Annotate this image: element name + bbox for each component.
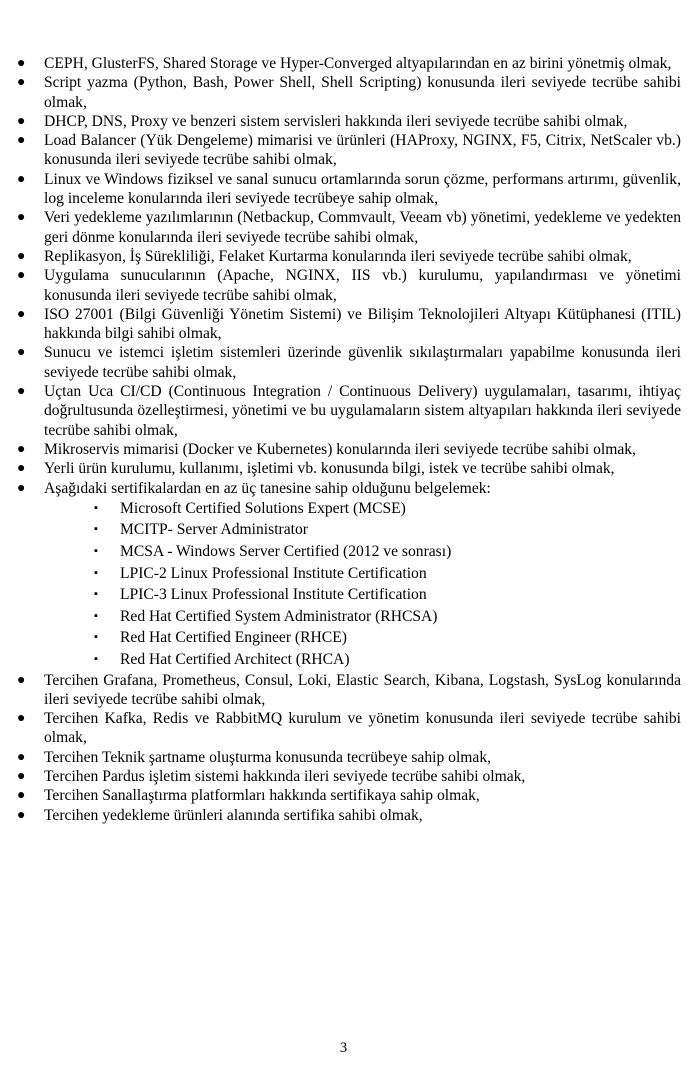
- list-item: [0, 112, 687, 131]
- bullet-icon: ●: [17, 210, 26, 226]
- list-item: [0, 767, 687, 786]
- list-item: [0, 671, 687, 710]
- list-item-text: Tercihen Teknik şartname oluşturma konusunda tecrübeye sahip olmak,: [44, 748, 492, 766]
- list-item-text: CEPH, GlusterFS, Shared Storage ve Hyper-Converged altyapılarından en az birini yönetmiş olmak,: [44, 55, 672, 72]
- requirements-list: [0, 54, 687, 825]
- list-item-text: Tercihen Kafka, Redis ve RabbitMQ kurulum ve yönetim konusunda ileri seviyede tecrübe sahibi olmak,: [44, 710, 681, 747]
- bullet-icon: ●: [17, 345, 26, 361]
- bullet-icon: ●: [17, 56, 26, 71]
- sub-bullet-icon: ▪: [94, 566, 98, 579]
- list-item-text: Replikasyon, İş Sürekliliği, Felaket Kurtarma konularında ileri seviyede tecrübe sahibi olmak,: [44, 247, 632, 265]
- certification-text: MCSA - Windows Server Certified (2012 ve sonrası): [120, 543, 452, 561]
- list-item: [0, 806, 687, 825]
- list-item: [0, 440, 687, 459]
- list-item-text: Yerli ürün kurulumu, kullanımı, işletimi vb. konusunda bilgi, istek ve tecrübe sahibi olmak,: [44, 460, 615, 478]
- list-item: [0, 208, 687, 247]
- bullet-icon: ●: [17, 75, 26, 91]
- bullet-icon: ●: [17, 711, 26, 727]
- list-item: [0, 748, 687, 767]
- list-item-text: Veri yedekleme yazılımlarının (Netbackup, Commvault, Veeam vb) yönetimi, yedekleme ve yedekten geri dönme konularında ileri seviyede tecrübe sahibi olmak,: [44, 209, 681, 246]
- certification-text: Microsoft Certified Solutions Expert (MCSE): [120, 499, 406, 517]
- bullet-icon: ●: [17, 248, 26, 264]
- list-item-text: Load Balancer (Yük Dengeleme) mimarisi ve ürünleri (HAProxy, NGINX, F5, Citrix, NetScaler vb.) konusunda ileri seviyede tecrübe sahibi olmak,: [44, 132, 681, 169]
- list-item: [0, 247, 687, 266]
- page-number: 3: [339, 1040, 348, 1056]
- list-item-text: DHCP, DNS, Proxy ve benzeri sistem servisleri hakkında ileri seviyede tecrübe sahibi olmak,: [44, 112, 628, 130]
- list-item: [0, 73, 687, 112]
- list-item-text: Aşağıdaki sertifikalardan en az üç tanesine sahip olduğunu belgelemek:: [44, 479, 491, 497]
- bullet-icon: ●: [17, 788, 26, 804]
- bullet-icon: ●: [17, 749, 26, 765]
- bullet-icon: ●: [17, 672, 26, 688]
- list-item: [0, 54, 687, 73]
- list-item: [0, 305, 687, 344]
- bullet-icon: ●: [17, 441, 26, 457]
- list-item-text: Sunucu ve istemci işletim sistemleri üzerinde güvenlik sıkılaştırmaları yapabilme konusunda ileri seviyede tecrübe sahibi olmak,: [44, 344, 681, 381]
- certification-text: MCITP- Server Administrator: [120, 521, 308, 539]
- bullet-icon: ●: [17, 384, 26, 400]
- certification-text: LPIC-3 Linux Professional Institute Certification: [120, 586, 427, 604]
- certification-item: [44, 649, 681, 671]
- list-item-text: Linux ve Windows fiziksel ve sanal sunucu ortamlarında sorun çözme, performans artırımı, güvenlik, log inceleme konularında ileri seviyede tecrübeye sahip olmak,: [44, 170, 681, 208]
- list-item-text: Script yazma (Python, Bash, Power Shell, Shell Scripting) konusunda ileri seviyede tecrübe sahibi olmak,: [44, 74, 681, 111]
- bullet-icon: ●: [17, 113, 26, 129]
- sub-bullet-icon: ▪: [94, 545, 98, 558]
- sub-bullet-icon: ▪: [94, 609, 98, 622]
- certification-item: [44, 563, 681, 585]
- sub-bullet-icon: ▪: [94, 588, 98, 601]
- certification-item: [44, 519, 681, 541]
- list-item-text: Tercihen yedekleme ürünleri alanında sertifika sahibi olmak,: [44, 806, 423, 824]
- sub-bullet-icon: ▪: [94, 631, 98, 644]
- list-item-text: Tercihen Sanallaştırma platformları hakkında sertifikaya sahip olmak,: [44, 787, 480, 805]
- certification-text: Red Hat Certified Engineer (RHCE): [120, 629, 347, 647]
- certifications-list: [44, 498, 681, 671]
- certification-item: [44, 584, 681, 606]
- bullet-icon: ●: [17, 769, 26, 785]
- list-item: [0, 343, 687, 382]
- certification-text: Red Hat Certified System Administrator (RHCSA): [120, 607, 438, 625]
- list-item: [0, 382, 687, 440]
- list-item-text: Mikroservis mimarisi (Docker ve Kubernetes) konularında ileri seviyede tecrübe sahibi olmak,: [44, 440, 636, 458]
- bullet-icon: ●: [17, 133, 26, 149]
- list-item-text: ISO 27001 (Bilgi Güvenliği Yönetim Sistemi) ve Bilişim Teknolojileri Altyapı Kütüphanesi (ITIL) hakkında bilgi sahibi olmak,: [44, 305, 681, 343]
- certification-item: [44, 498, 681, 520]
- bullet-icon: ●: [17, 306, 26, 322]
- list-item: [0, 459, 687, 478]
- sub-bullet-icon: ▪: [94, 501, 98, 514]
- certification-item: [44, 606, 681, 628]
- list-item: [0, 170, 687, 209]
- certification-text: LPIC-2 Linux Professional Institute Certification: [120, 564, 427, 582]
- list-item-text: Uçtan Uca CI/CD (Continuous Integration / Continuous Delivery) uygulamaları, tasarımı, ihtiyaç doğrultusunda özelleştirmesi, yönetimi ve bu uygulamaların sistem altyapıları hakkında ileri seviyede tecrübe sahibi olmak,: [44, 383, 681, 439]
- list-item: [0, 786, 687, 805]
- list-item: [0, 266, 687, 305]
- certification-text: Red Hat Certified Architect (RHCA): [120, 650, 350, 668]
- list-item-text: Tercihen Pardus işletim sistemi hakkında ileri seviyede tecrübe sahibi olmak,: [44, 768, 526, 786]
- bullet-icon: ●: [17, 807, 26, 823]
- certification-item: [44, 541, 681, 563]
- sub-bullet-icon: ▪: [94, 523, 98, 536]
- list-item-text: Uygulama sunucularının (Apache, NGINX, IIS vb.) kurulumu, yapılandırması ve yönetimi konusunda ileri seviyede tecrübe sahibi olmak,: [44, 267, 681, 304]
- list-item: [0, 479, 687, 671]
- bullet-icon: ●: [17, 171, 26, 187]
- list-item-text: Tercihen Grafana, Prometheus, Consul, Loki, Elastic Search, Kibana, Logstash, SysLog konularında ileri seviyede tecrübe sahibi olmak,: [44, 671, 681, 708]
- certification-item: [44, 627, 681, 649]
- list-item: [0, 131, 687, 170]
- list-item: [0, 709, 687, 748]
- sub-bullet-icon: ▪: [94, 652, 98, 665]
- bullet-icon: ●: [17, 461, 26, 477]
- bullet-icon: ●: [17, 268, 26, 284]
- bullet-icon: ●: [17, 480, 26, 496]
